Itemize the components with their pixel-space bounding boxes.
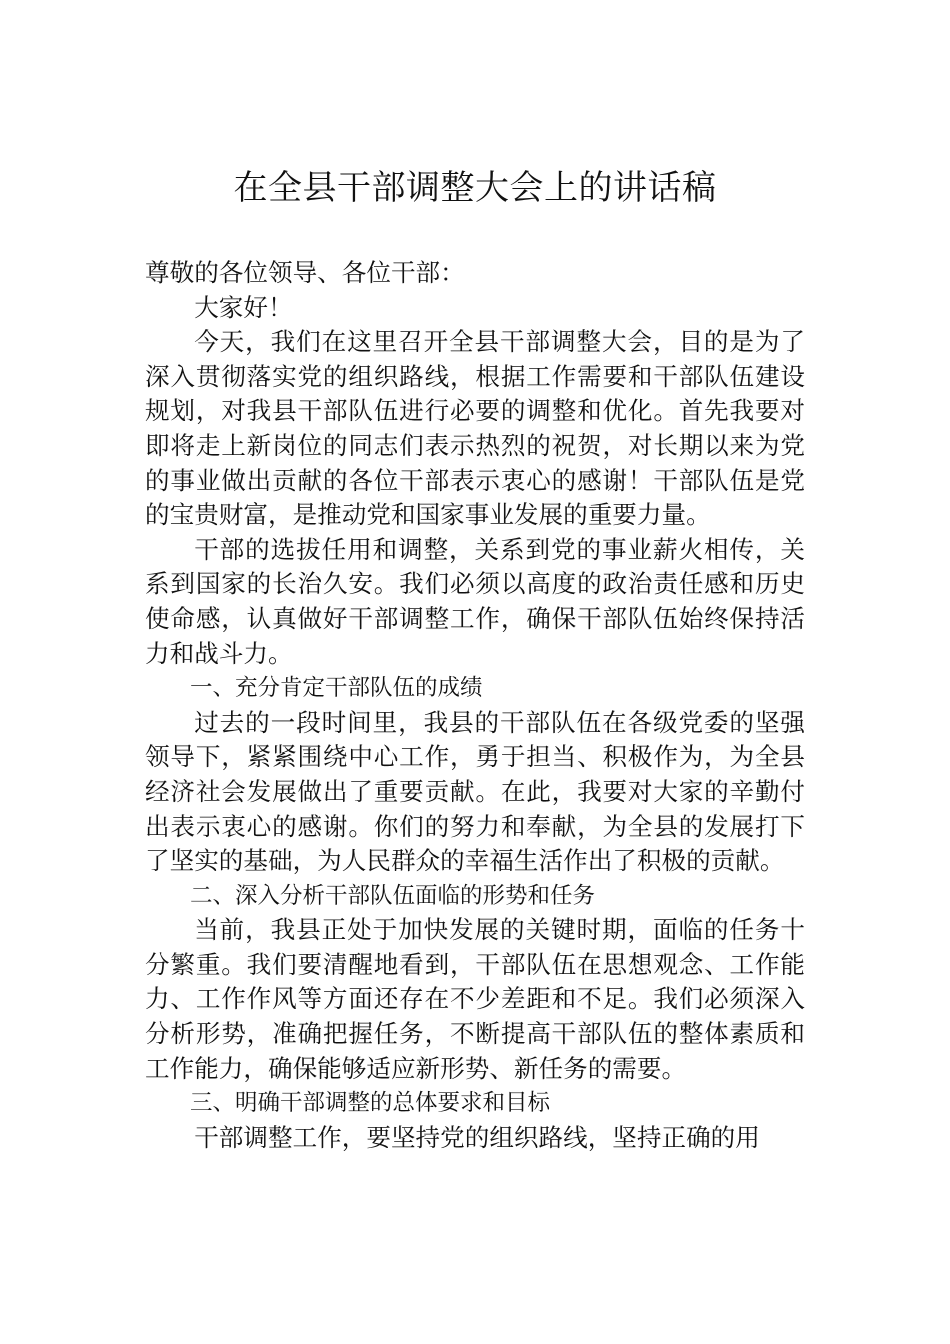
greeting: 大家好！ [194,292,293,322]
section-heading-three: 三、明确干部调整的总体要求和目标 [190,1090,551,1117]
document-title: 在全县干部调整大会上的讲话稿 [233,168,717,208]
section-heading-one: 一、充分肯定干部队伍的成绩 [190,675,483,702]
section-heading-two: 二、深入分析干部队伍面临的形势和任务 [190,882,596,909]
paragraph-section-one: 过去的一段时间里，我县的干部队伍在各级党委的坚强领导下，紧紧围绕中心工作，勇于担当、积极作为，为全县经济社会发展做出了重要贡献。在此，我要对大家的辛勤付出表示衷心的感谢。你们的努力和奉献，为全县的发展打下了坚实的基础，为人民群众的幸福生活作出了积极的贡献。 [145,707,805,876]
salutation: 尊敬的各位领导、各位干部： [145,258,465,287]
paragraph-importance: 干部的选拔任用和调整，关系到党的事业薪火相传，关系到国家的长治久安。我们必须以高度的政治责任感和历史使命感，认真做好干部调整工作，确保干部队伍始终保持活力和战斗力。 [145,534,805,668]
document-body [145,256,805,1155]
paragraph-section-three: 干部调整工作，要坚持党的组织路线，坚持正确的用 [194,1122,760,1152]
paragraph-intro: 今天，我们在这里召开全县干部调整大会，目的是为了深入贯彻落实党的组织路线，根据工作需要和干部队伍建设规划，对我县干部队伍进行必要的调整和优化。首先我要对即将走上新岗位的同志们表示热烈的祝贺，对长期以来为党的事业做出贡献的各位干部表示衷心的感谢！干部队伍是党的宝贵财富，是推动党和国家事业发展的重要力量。 [145,327,805,530]
paragraph-section-two: 当前，我县正处于加快发展的关键时期，面临的任务十分繁重。我们要清醒地看到，干部队伍在思想观念、工作能力、工作作风等方面还存在不少差距和不足。我们必须深入分析形势，准确把握任务，不断提高干部队伍的整体素质和工作能力，确保能够适应新形势、新任务的需要。 [145,915,805,1083]
